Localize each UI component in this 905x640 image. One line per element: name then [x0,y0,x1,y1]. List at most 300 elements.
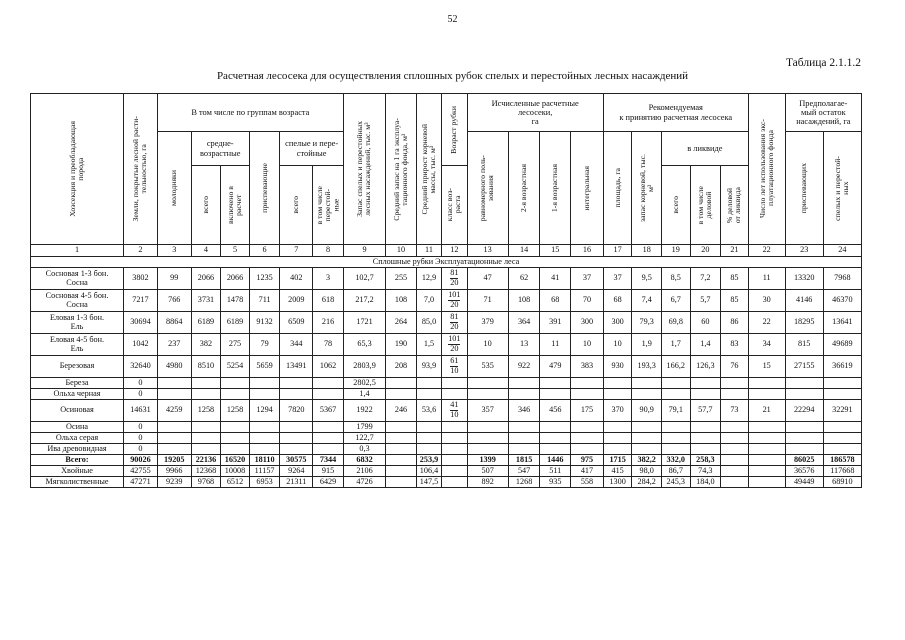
table-cell: 108 [508,290,540,312]
table-cell: 922 [508,356,540,378]
table-cell [785,433,823,444]
table-cell: 9768 [191,477,221,488]
row-label: Сосновая 4-5 бон. Сосна [31,290,124,312]
table-row [31,378,862,389]
table-cell [467,389,508,400]
header-remaining: Предполагае- мый остаток насаждений, га [785,94,861,132]
table-cell [661,378,690,389]
column-number: 12 [442,245,467,257]
row-label: Всего: [31,455,124,466]
age-denominator: 10 [450,365,459,375]
table-cell: 32291 [823,400,861,422]
table-cell: 74,3 [690,466,721,477]
table-cell: 86 [721,312,749,334]
table-cell: 379 [467,312,508,334]
table-cell: 6953 [249,477,280,488]
age-class-cell [442,290,467,312]
table-cell: 275 [221,334,250,356]
column-number: 7 [280,245,313,257]
table-row [31,312,862,334]
row-label: Осина [31,422,124,433]
table-cell [249,444,280,455]
table-cell [249,378,280,389]
table-cell [748,477,785,488]
table-cell [571,444,604,455]
table-cell: 364 [508,312,540,334]
column-number: 17 [603,245,632,257]
table-cell: 9239 [157,477,191,488]
table-cell: 0 [124,444,158,455]
table-cell [823,422,861,433]
table-cell [690,422,721,433]
table-cell: 1446 [540,455,571,466]
table-cell [313,433,344,444]
table-cell [280,433,313,444]
table-cell: 975 [571,455,604,466]
table-row [31,389,862,400]
column-number: 16 [571,245,604,257]
header-forest-land: Земли, покрытые лесной расти- тельностью, га [124,94,158,245]
table-cell: 558 [571,477,604,488]
row-label: Ольха черная [31,389,124,400]
table-cell: 11157 [249,466,280,477]
row-label: Березовая [31,356,124,378]
table-cell: 507 [467,466,508,477]
age-class-cell [442,455,467,466]
table-cell: 5254 [221,356,250,378]
table-cell: 357 [467,400,508,422]
table-cell: 11 [540,334,571,356]
table-cell: 34 [748,334,785,356]
table-cell: 16520 [221,455,250,466]
table-cell: 13491 [280,356,313,378]
table-cell: 7,4 [632,290,662,312]
table-cell: 1,9 [632,334,662,356]
table-cell: 8510 [191,356,221,378]
row-label: Ольха серая [31,433,124,444]
age-numerator: 61 [450,356,459,366]
table-cell [416,378,441,389]
table-cell: 10 [603,334,632,356]
table-cell [249,389,280,400]
column-number: 20 [690,245,721,257]
table-cell: 76 [721,356,749,378]
column-number: 13 [467,245,508,257]
table-cell: 300 [571,312,604,334]
table-cell [386,422,417,433]
table-cell: 892 [467,477,508,488]
section-title: Сплошные рубки Эксплуатационные леса [31,257,862,268]
table-cell: 5659 [249,356,280,378]
table-cell: 1268 [508,477,540,488]
table-cell [603,444,632,455]
age-class-cell [442,389,467,400]
header-c18: запас корневой, тыс. м³ [632,132,662,245]
table-cell: 2802,5 [343,378,385,389]
row-label: Береза [31,378,124,389]
table-cell: 36619 [823,356,861,378]
table-cell [191,433,221,444]
table-cell: 3 [313,268,344,290]
table-cell: 0,3 [343,444,385,455]
table-cell [571,422,604,433]
table-cell: 30575 [280,455,313,466]
table-cell [690,444,721,455]
table-cell: 184,0 [690,477,721,488]
table-cell: 1300 [603,477,632,488]
age-denominator: 10 [450,409,459,419]
header-c20: в том числе деловой [690,166,721,245]
table-cell: 7344 [313,455,344,466]
table-cell: 1,4 [690,334,721,356]
table-cell [416,422,441,433]
row-label: Мягколиственные [31,477,124,488]
table-cell: 13 [508,334,540,356]
table-cell [313,422,344,433]
table-cell: 193,3 [632,356,662,378]
header-avg-growth: Средний прирост корневой массы, тыс. м³ [416,94,441,245]
table-cell [157,433,191,444]
table-cell: 217,2 [343,290,385,312]
table-cell [632,444,662,455]
header-middle: средне- возрастные [191,132,249,166]
table-cell: 15 [748,356,785,378]
table-cell: 102,7 [343,268,385,290]
table-cell: 1,5 [416,334,441,356]
table-cell: 930 [603,356,632,378]
table-cell: 1815 [508,455,540,466]
table-cell: 78 [313,334,344,356]
table-cell [748,466,785,477]
table-cell: 382,2 [632,455,662,466]
column-number: 14 [508,245,540,257]
header-c23: приспевающих [785,132,823,245]
age-class-cell [442,378,467,389]
table-cell [823,389,861,400]
table-cell: 4980 [157,356,191,378]
table-cell [467,422,508,433]
table-row [31,455,862,466]
table-cell: 190 [386,334,417,356]
table-cell [748,389,785,400]
table-cell: 21 [748,400,785,422]
table-cell [603,422,632,433]
table-cell: 13320 [785,268,823,290]
age-class-cell [442,356,467,378]
table-cell: 10 [467,334,508,356]
table-cell: 42755 [124,466,158,477]
table-cell: 1235 [249,268,280,290]
table-cell: 208 [386,356,417,378]
table-cell [823,433,861,444]
table-cell [571,389,604,400]
table-cell: 711 [249,290,280,312]
table-cell: 7968 [823,268,861,290]
table-cell: 79,1 [661,400,690,422]
column-number: 3 [157,245,191,257]
table-title: Расчетная лесосека для осуществления сплошных рубок спелых и перестойных лесных насаждений [216,70,689,82]
table-cell: 68910 [823,477,861,488]
table-cell [661,389,690,400]
table-cell: 83 [721,334,749,356]
table-cell [721,378,749,389]
table-cell: 0 [124,378,158,389]
header-c14: 2-я возрастная [508,132,540,245]
column-number: 15 [540,245,571,257]
table-cell: 85 [721,268,749,290]
table-cell [467,444,508,455]
header-c19: всего [661,166,690,245]
table-row [31,477,862,488]
table-cell [603,378,632,389]
table-cell: 6189 [221,312,250,334]
table-row [31,466,862,477]
table-cell: 6512 [221,477,250,488]
age-numerator: 101 [448,334,461,344]
table-cell: 237 [157,334,191,356]
table-cell: 49449 [785,477,823,488]
age-numerator: 81 [450,268,459,278]
table-cell: 166,2 [661,356,690,378]
column-number: 21 [721,245,749,257]
table-cell: 4259 [157,400,191,422]
table-cell: 456 [540,400,571,422]
table-cell: 4146 [785,290,823,312]
table-cell: 1258 [221,400,250,422]
table-cell: 175 [571,400,604,422]
column-number: 5 [221,245,250,257]
table-cell: 1399 [467,455,508,466]
table-cell [416,389,441,400]
table-cell: 9,5 [632,268,662,290]
header-section: Хозсекция и преобладающая порода [31,94,124,245]
header-avg-stock: Средний запас на 1 га эксплуа- тационного фонда, м³ [386,94,417,245]
table-cell: 618 [313,290,344,312]
table-cell: 9132 [249,312,280,334]
table-cell: 49689 [823,334,861,356]
table-cell: 915 [313,466,344,477]
age-denominator: 20 [450,299,459,309]
table-cell: 5,7 [690,290,721,312]
table-cell [508,444,540,455]
table-cell [785,378,823,389]
table-cell: 27155 [785,356,823,378]
table-cell [280,378,313,389]
table-cell: 57,7 [690,400,721,422]
table-cell [540,422,571,433]
table-cell: 122,7 [343,433,385,444]
row-label: Сосновая 1-3 бон. Сосна [31,268,124,290]
table-cell: 1721 [343,312,385,334]
table-row [31,334,862,356]
header-young: молодняки [157,132,191,245]
header-c21: % деловой от ликвида [721,166,749,245]
table-cell: 90,9 [632,400,662,422]
table-cell: 2066 [191,268,221,290]
age-denominator: 20 [450,277,459,287]
age-numerator: 41 [450,400,459,410]
table-cell: 0 [124,389,158,400]
table-cell [508,389,540,400]
table-cell: 147,5 [416,477,441,488]
table-cell [748,444,785,455]
table-cell [690,378,721,389]
table-cell: 22136 [191,455,221,466]
header-calculated: Исчисленные расчетные лесосеки, га [467,94,603,132]
table-cell: 383 [571,356,604,378]
table-cell [603,433,632,444]
header-mature: спелые и пере- стойные [280,132,343,166]
age-class-cell [442,477,467,488]
table-cell: 60 [690,312,721,334]
age-numerator: 101 [448,290,461,300]
table-cell [221,389,250,400]
table-cell: 79 [249,334,280,356]
table-cell: 1062 [313,356,344,378]
table-cell: 10 [571,334,604,356]
table-cell [823,444,861,455]
table-cell: 186578 [823,455,861,466]
table-cell [467,433,508,444]
row-label: Осиновая [31,400,124,422]
table-cell [157,389,191,400]
age-numerator: 81 [450,312,459,322]
row-label: Еловая 1-3 бон. Ель [31,312,124,334]
header-c24: спелых и перестой- ных [823,132,861,245]
column-number: 22 [748,245,785,257]
table-cell: 32640 [124,356,158,378]
table-cell: 98,0 [632,466,662,477]
table-cell [540,378,571,389]
table-cell [721,477,749,488]
table-cell [249,422,280,433]
table-cell: 18110 [249,455,280,466]
table-cell [748,378,785,389]
table-cell: 2009 [280,290,313,312]
header-mature-all: всего [280,166,313,245]
header-middle-all: всего [191,166,221,245]
page-number: 52 [447,14,458,25]
table-cell: 370 [603,400,632,422]
table-cell: 346 [508,400,540,422]
table-cell: 22294 [785,400,823,422]
age-class-cell [442,312,467,334]
table-cell: 0 [124,422,158,433]
header-age-groups: В том числе по группам возраста [157,94,343,132]
table-cell: 332,0 [661,455,690,466]
table-cell: 245,3 [661,477,690,488]
table-cell: 10008 [221,466,250,477]
table-cell: 6189 [191,312,221,334]
table-cell: 402 [280,268,313,290]
table-cell [785,444,823,455]
table-cell: 4726 [343,477,385,488]
table-cell [280,422,313,433]
table-cell [721,466,749,477]
table-cell: 511 [540,466,571,477]
table-cell: 391 [540,312,571,334]
table-cell [661,422,690,433]
column-number: 18 [632,245,662,257]
table-number: Таблица 2.1.1.2 [785,57,861,69]
table-cell: 246 [386,400,417,422]
table-cell [191,389,221,400]
table-cell [721,422,749,433]
table-row [31,290,862,312]
table-cell [386,477,417,488]
column-number: 23 [785,245,823,257]
table-cell: 70 [571,290,604,312]
table-cell: 68 [540,290,571,312]
table-cell: 93,9 [416,356,441,378]
table-cell: 344 [280,334,313,356]
table-cell [416,433,441,444]
table-cell [540,444,571,455]
table-cell: 547 [508,466,540,477]
table-cell: 3731 [191,290,221,312]
age-class-cell [442,334,467,356]
table-cell: 7,0 [416,290,441,312]
table-cell: 6832 [343,455,385,466]
table-cell: 117668 [823,466,861,477]
table-cell: 47 [467,268,508,290]
table-cell [540,389,571,400]
table-cell: 22 [748,312,785,334]
table-cell: 37 [571,268,604,290]
table-cell [603,389,632,400]
age-denominator: 20 [450,321,459,331]
table-row [31,356,862,378]
table-cell [221,433,250,444]
table-cell: 1,4 [343,389,385,400]
table-row [31,444,862,455]
table-cell: 14631 [124,400,158,422]
age-class-cell [442,422,467,433]
table-cell [785,422,823,433]
table-cell: 106,4 [416,466,441,477]
table-cell: 73 [721,400,749,422]
table-cell: 1042 [124,334,158,356]
table-cell: 90026 [124,455,158,466]
age-class-cell [442,268,467,290]
table-cell: 85,0 [416,312,441,334]
table-cell: 19205 [157,455,191,466]
header-years: Число лет использования экс- плуатационного фонда [748,94,785,245]
table-cell [661,433,690,444]
column-number: 6 [249,245,280,257]
table-cell: 1478 [221,290,250,312]
table-cell [386,389,417,400]
table-cell: 300 [603,312,632,334]
table-cell [823,378,861,389]
table-cell [540,433,571,444]
table-cell [221,444,250,455]
table-cell: 1,7 [661,334,690,356]
table-cell: 766 [157,290,191,312]
column-number: 1 [31,245,124,257]
table-cell [467,378,508,389]
table-cell: 79,3 [632,312,662,334]
table-cell: 53,6 [416,400,441,422]
table-cell [721,433,749,444]
age-denominator: 20 [450,343,459,353]
table-row [31,268,862,290]
row-label: Ива древовидная [31,444,124,455]
table-cell [785,389,823,400]
table-cell [748,422,785,433]
table-cell [386,378,417,389]
table-cell [157,444,191,455]
